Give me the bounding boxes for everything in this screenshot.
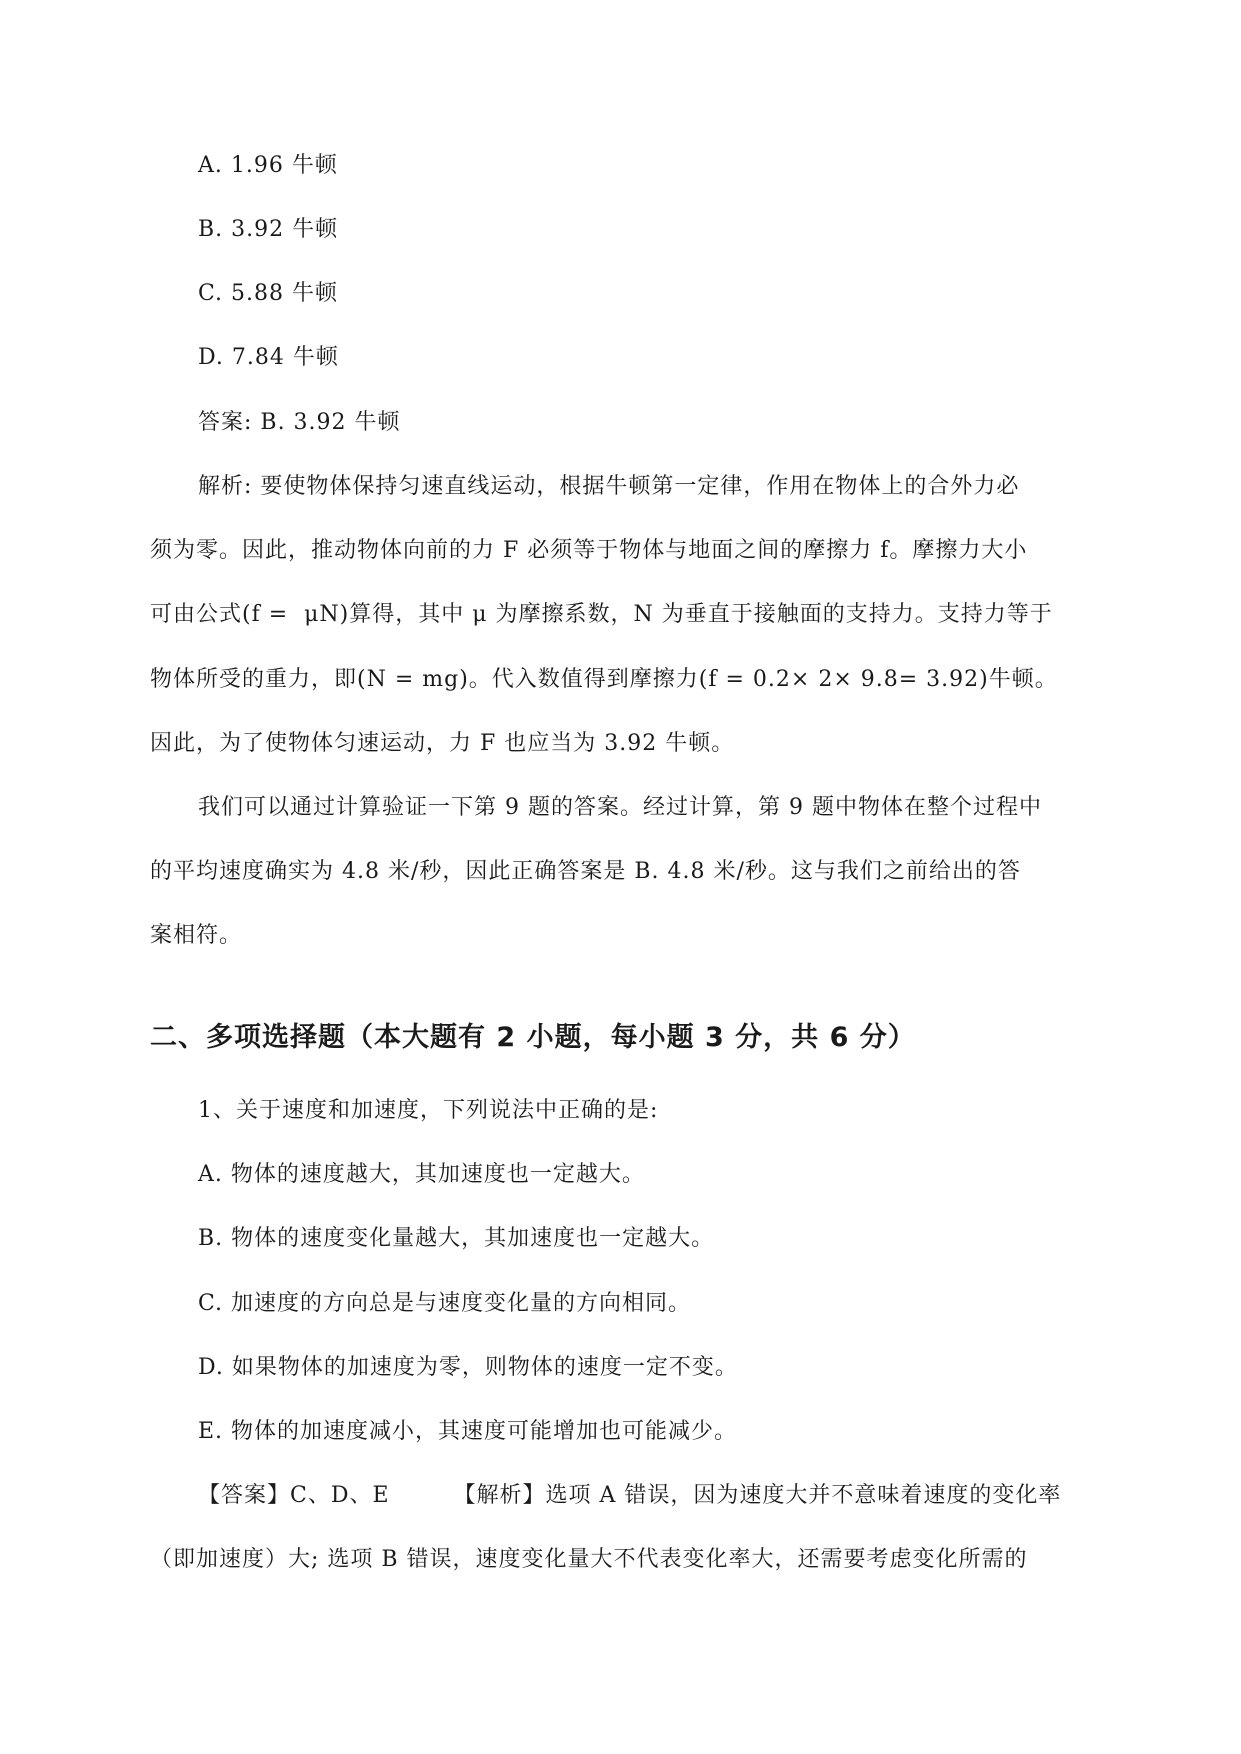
option-a: A. 1.96 牛顿	[198, 153, 338, 178]
analysis-line: 解析: 要使物体保持匀速直线运动，根据牛顿第一定律，作用在物体上的合外力必	[198, 474, 1020, 499]
analysis-line: 须为零。因此，推动物体向前的力 F 必须等于物体与地面之间的摩擦力 f。摩擦力大小	[150, 538, 1028, 563]
answer-analysis-line: 【答案】C、D、E 【解析】选项 A 错误，因为速度大并不意味着速度的变化率	[198, 1483, 1062, 1508]
analysis-line: 物体所受的重力，即(N = mg)。代入数值得到摩擦力(f = 0.2× 2× 9.8= 3.92)牛顿。	[150, 667, 1058, 692]
option-b: B. 物体的速度变化量越大，其加速度也一定越大。	[198, 1226, 715, 1251]
option-d: D. 如果物体的加速度为零，则物体的速度一定不变。	[198, 1355, 738, 1380]
option-d: D. 7.84 牛顿	[198, 345, 339, 370]
verify-line: 案相符。	[150, 923, 243, 948]
verify-line: 的平均速度确实为 4.8 米/秒，因此正确答案是 B. 4.8 米/秒。这与我们之前给出的答	[150, 859, 1021, 884]
option-b: B. 3.92 牛顿	[198, 217, 339, 242]
answer-line: 答案: B. 3.92 牛顿	[198, 410, 401, 435]
option-a: A. 物体的速度越大，其加速度也一定越大。	[198, 1162, 645, 1187]
verify-line: 我们可以通过计算验证一下第 9 题的答案。经过计算，第 9 题中物体在整个过程中	[198, 795, 1042, 820]
analysis-line: 因此，为了使物体匀速运动，力 F 也应当为 3.92 牛顿。	[150, 731, 735, 756]
option-c: C. 5.88 牛顿	[198, 281, 339, 306]
question-stem: 1、关于速度和加速度，下列说法中正确的是:	[198, 1098, 659, 1123]
analysis-line: 可由公式(f = μN)算得，其中 μ 为摩擦系数，N 为垂直于接触面的支持力。支持力等于	[150, 602, 1053, 627]
section-heading: 二、多项选择题（本大题有 2 小题，每小题 3 分，共 6 分）	[150, 1022, 916, 1053]
option-e: E. 物体的加速度减小，其速度可能增加也可能减少。	[198, 1419, 738, 1444]
answer-analysis-line: （即加速度）大; 选项 B 错误，速度变化量大不代表变化率大，还需要考虑变化所需的	[150, 1547, 1028, 1572]
option-c: C. 加速度的方向总是与速度变化量的方向相同。	[198, 1291, 692, 1316]
